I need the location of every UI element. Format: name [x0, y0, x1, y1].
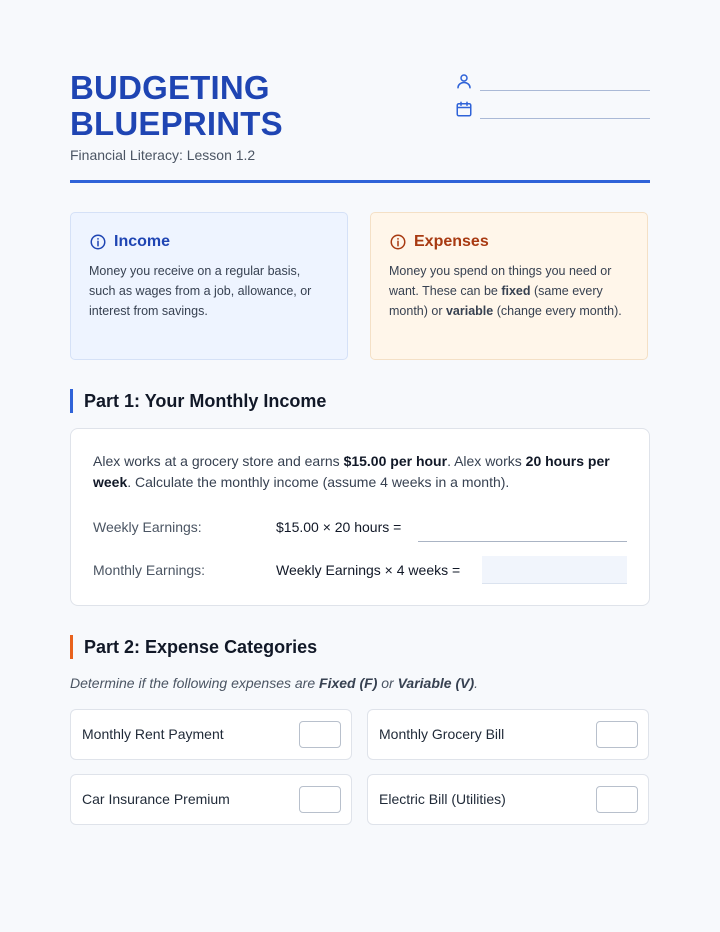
part2-instructions: Determine if the following expenses are Fixed (F) or Variable (V). [70, 675, 479, 691]
part2-heading: Part 2: Expense Categories [70, 635, 317, 659]
expense-item-label: Monthly Grocery Bill [379, 726, 505, 742]
header-divider [70, 180, 650, 183]
calendar-icon [455, 100, 473, 118]
title-line-1: BUDGETING [70, 69, 270, 106]
monthly-earnings-expression: Weekly Earnings × 4 weeks = [276, 562, 461, 578]
monthly-earnings-answer[interactable] [482, 556, 627, 584]
title-line-2: BLUEPRINTS [70, 105, 283, 142]
expenses-description: Money you spend on things you need or want. These can be fixed (same every month) or variable (change every month). [389, 264, 622, 318]
expenses-title: Expenses [414, 233, 489, 250]
expense-item-label: Car Insurance Premium [82, 791, 230, 807]
part1-problem-text: Alex works at a grocery store and earns $15.00 per hour. Alex works 20 hours per week. Calculate the monthly income (assume 4 weeks in a month). [93, 453, 610, 490]
part1-heading: Part 1: Your Monthly Income [70, 389, 326, 413]
weekly-earnings-label: Weekly Earnings: [93, 519, 202, 535]
part1-problem-box [70, 428, 650, 606]
user-icon [455, 72, 473, 90]
expense-item [367, 774, 649, 825]
expense-item [367, 709, 649, 760]
answer-box[interactable] [299, 721, 341, 748]
weekly-earnings-answer[interactable] [418, 517, 627, 542]
income-definition-card [70, 212, 348, 360]
expense-item [70, 774, 352, 825]
weekly-earnings-expression: $15.00 × 20 hours = [276, 519, 402, 535]
answer-box[interactable] [596, 721, 638, 748]
name-field-row [455, 72, 650, 94]
answer-box[interactable] [299, 786, 341, 813]
expense-item-label: Monthly Rent Payment [82, 726, 224, 742]
monthly-earnings-label: Monthly Earnings: [93, 562, 206, 578]
expense-item-label: Electric Bill (Utilities) [379, 791, 506, 807]
info-icon [389, 233, 407, 251]
info-icon [89, 233, 107, 251]
date-line[interactable] [480, 118, 650, 119]
expense-item [70, 709, 352, 760]
expenses-definition-card [370, 212, 648, 360]
lesson-subtitle: Financial Literacy: Lesson 1.2 [70, 147, 256, 163]
answer-box[interactable] [596, 786, 638, 813]
page-title [70, 70, 283, 142]
income-title: Income [114, 233, 171, 250]
date-field-row [455, 100, 650, 122]
income-description: Money you receive on a regular basis, such as wages from a job, allowance, or interest from savings. [89, 264, 312, 318]
name-line[interactable] [480, 90, 650, 91]
